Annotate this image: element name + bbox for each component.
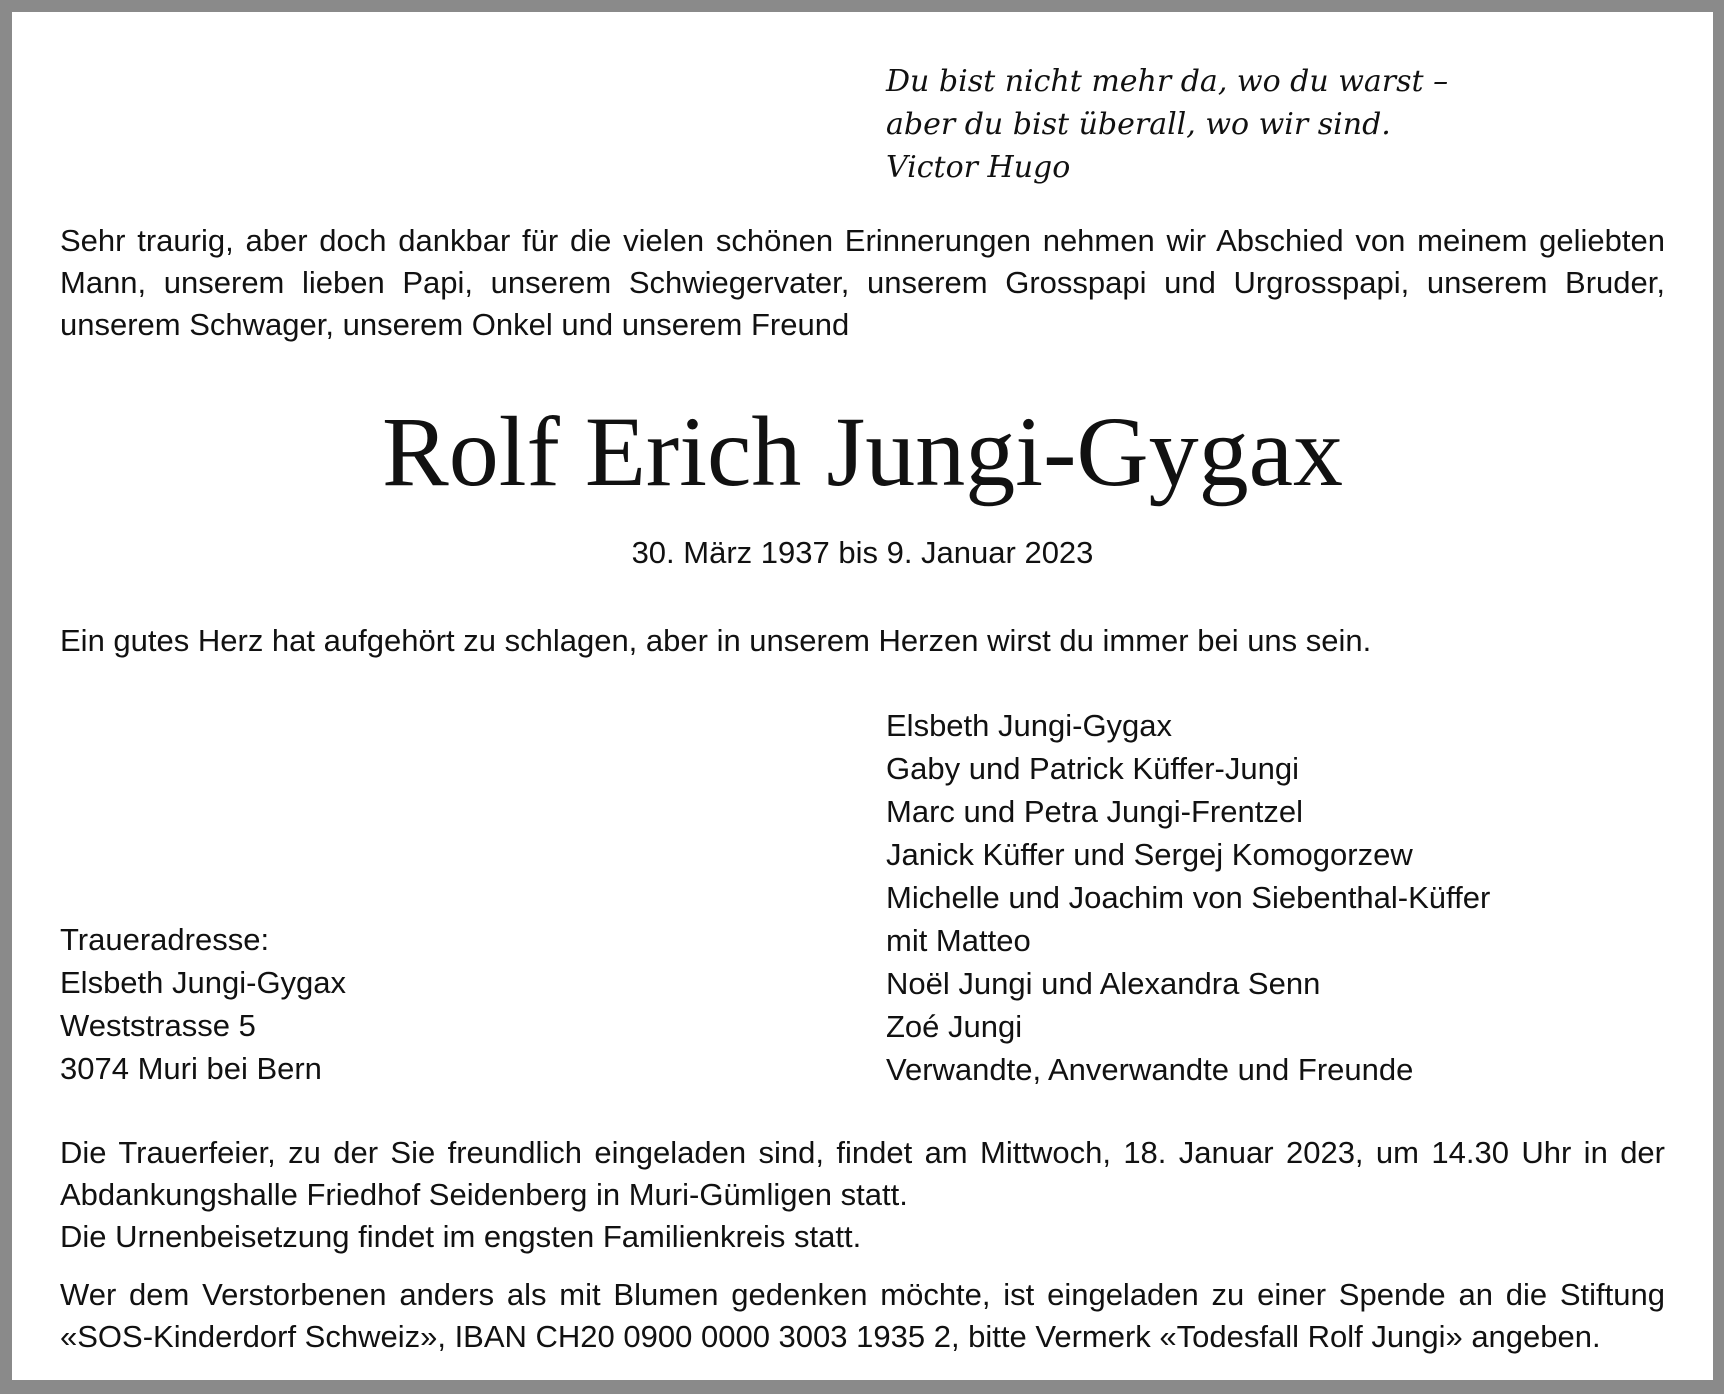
- donation-info: [60, 1274, 1665, 1358]
- life-dates: 30. März 1937 bis 9. Januar 2023: [631, 535, 1094, 570]
- obituary-page: [12, 12, 1713, 1380]
- mourner-entry: Gaby und Patrick Küffer-Jungi: [886, 751, 1299, 786]
- quote-line: Du bist nicht mehr da, wo du warst –: [886, 64, 1449, 99]
- epigraph-quote: [886, 60, 1448, 189]
- service-line: Die Urnenbeisetzung findet im engsten Familienkreis statt.: [60, 1219, 862, 1254]
- quote-author: Victor Hugo: [886, 150, 1071, 185]
- intro-paragraph: Sehr traurig, aber doch dankbar für die vielen schönen Erinnerungen nehmen wir Abschied von meinem geliebten Mann, unserem lieben Papi, unserem Schwiegervater, unserem Grosspapi und Urgrosspapi, unserem Bruder, unserem Schwager, unserem Onkel und unserem Freund: [60, 223, 1665, 342]
- address-label: Traueradresse:: [60, 922, 270, 957]
- mourner-entry: Elsbeth Jungi-Gygax: [886, 708, 1173, 743]
- mourner-entry: Zoé Jungi: [886, 1009, 1023, 1044]
- service-line: Abdankungshalle Friedhof Seidenberg in Muri-Gümligen statt.: [60, 1177, 908, 1212]
- service-info: [60, 1132, 1665, 1258]
- mourner-entry: mit Matteo: [886, 923, 1031, 958]
- mourner-entry: Marc und Petra Jungi-Frentzel: [886, 794, 1303, 829]
- mourner-entry: Verwandte, Anverwandte und Freunde: [886, 1052, 1414, 1087]
- deceased-name: Rolf Erich Jungi-Gygax: [382, 396, 1343, 507]
- mourner-entry: Michelle und Joachim von Siebenthal-Küffer: [886, 880, 1491, 915]
- mourning-address: [60, 918, 346, 1090]
- donation-line: «SOS-Kinderdorf Schweiz», IBAN CH20 0900 0000 3003 1935 2, bitte Vermerk «Todesfall Rolf Jungi» angeben.: [60, 1319, 1601, 1354]
- quote-line: aber du bist überall, wo wir sind.: [886, 107, 1391, 142]
- heart-sentence: Ein gutes Herz hat aufgehört zu schlagen, aber in unserem Herzen wirst du immer bei uns sein.: [60, 623, 1372, 658]
- mourner-entry: Janick Küffer und Sergej Komogorzew: [886, 837, 1413, 872]
- service-line: Die Trauerfeier, zu der Sie freundlich eingeladen sind, findet am Mittwoch, 18. Januar 2023, um 14.30 Uhr in der: [60, 1135, 1665, 1170]
- mourners-list: [886, 704, 1490, 1091]
- address-name: Elsbeth Jungi-Gygax: [60, 965, 347, 1000]
- address-city: 3074 Muri bei Bern: [60, 1051, 322, 1086]
- address-street: Weststrasse 5: [60, 1008, 256, 1043]
- donation-line: Wer dem Verstorbenen anders als mit Blumen gedenken möchte, ist eingeladen zu einer Spende an die Stiftung: [60, 1277, 1665, 1312]
- mourner-entry: Noël Jungi und Alexandra Senn: [886, 966, 1321, 1001]
